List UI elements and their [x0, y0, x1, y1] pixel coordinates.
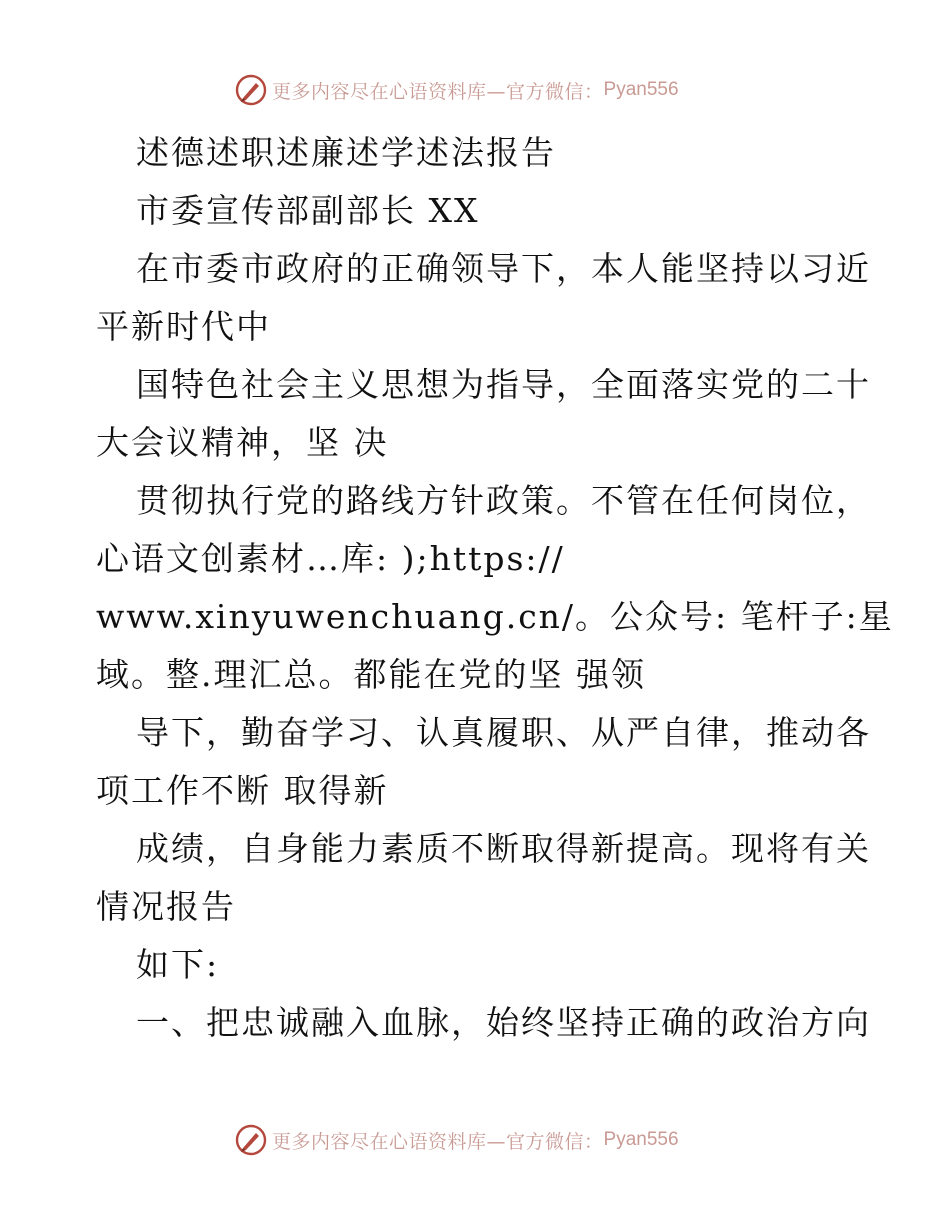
watermark-text: 更多内容尽在心语资料库—官方微信： — [272, 1130, 604, 1153]
watermark-text: 更多内容尽在心语资料库—官方微信： — [272, 80, 604, 103]
paragraph-line: 域。整.理汇总。都能在党的坚 强领 — [96, 655, 646, 694]
document-body — [96, 124, 894, 1052]
watermark-wechat-id: Pyan556 — [603, 79, 679, 100]
pen-logo-icon — [234, 1123, 268, 1157]
document-title: 述德述职述廉述学述法报告 — [136, 133, 556, 172]
paragraph-line: 情况报告 — [96, 887, 236, 926]
paragraph-line: 大会议精神，坚 决 — [96, 423, 389, 462]
paragraph-line: 心语文创素材…库: );https:// — [96, 539, 565, 578]
paragraph-line: 如下: — [136, 945, 220, 984]
header-watermark — [234, 72, 679, 108]
paragraph-line: 成绩，自身能力素质不断取得新提高。现将有关 — [136, 829, 871, 868]
footer-watermark — [234, 1122, 679, 1158]
watermark-wechat-id: Pyan556 — [603, 1129, 679, 1150]
paragraph-line: 贯彻执行党的路线方针政策。不管在任何岗位， — [136, 481, 871, 520]
author-line: 市委宣传部副部长 XX — [136, 191, 480, 230]
pen-logo-icon — [234, 73, 268, 107]
paragraph-line: 平新时代中 — [96, 307, 271, 346]
section-heading: 一、把忠诚融入血脉，始终坚持正确的政治方向 — [136, 1003, 871, 1042]
paragraph-line: www.xinyuwenchuang.cn/。公众号: 笔杆子:星 — [96, 597, 894, 636]
paragraph-line: 国特色社会主义思想为指导，全面落实党的二十 — [136, 365, 871, 404]
paragraph-line: 导下，勤奋学习、认真履职、从严自律，推动各 — [136, 713, 871, 752]
paragraph-line: 在市委市政府的正确领导下，本人能坚持以习近 — [136, 249, 871, 288]
paragraph-line: 项工作不断 取得新 — [96, 771, 389, 810]
